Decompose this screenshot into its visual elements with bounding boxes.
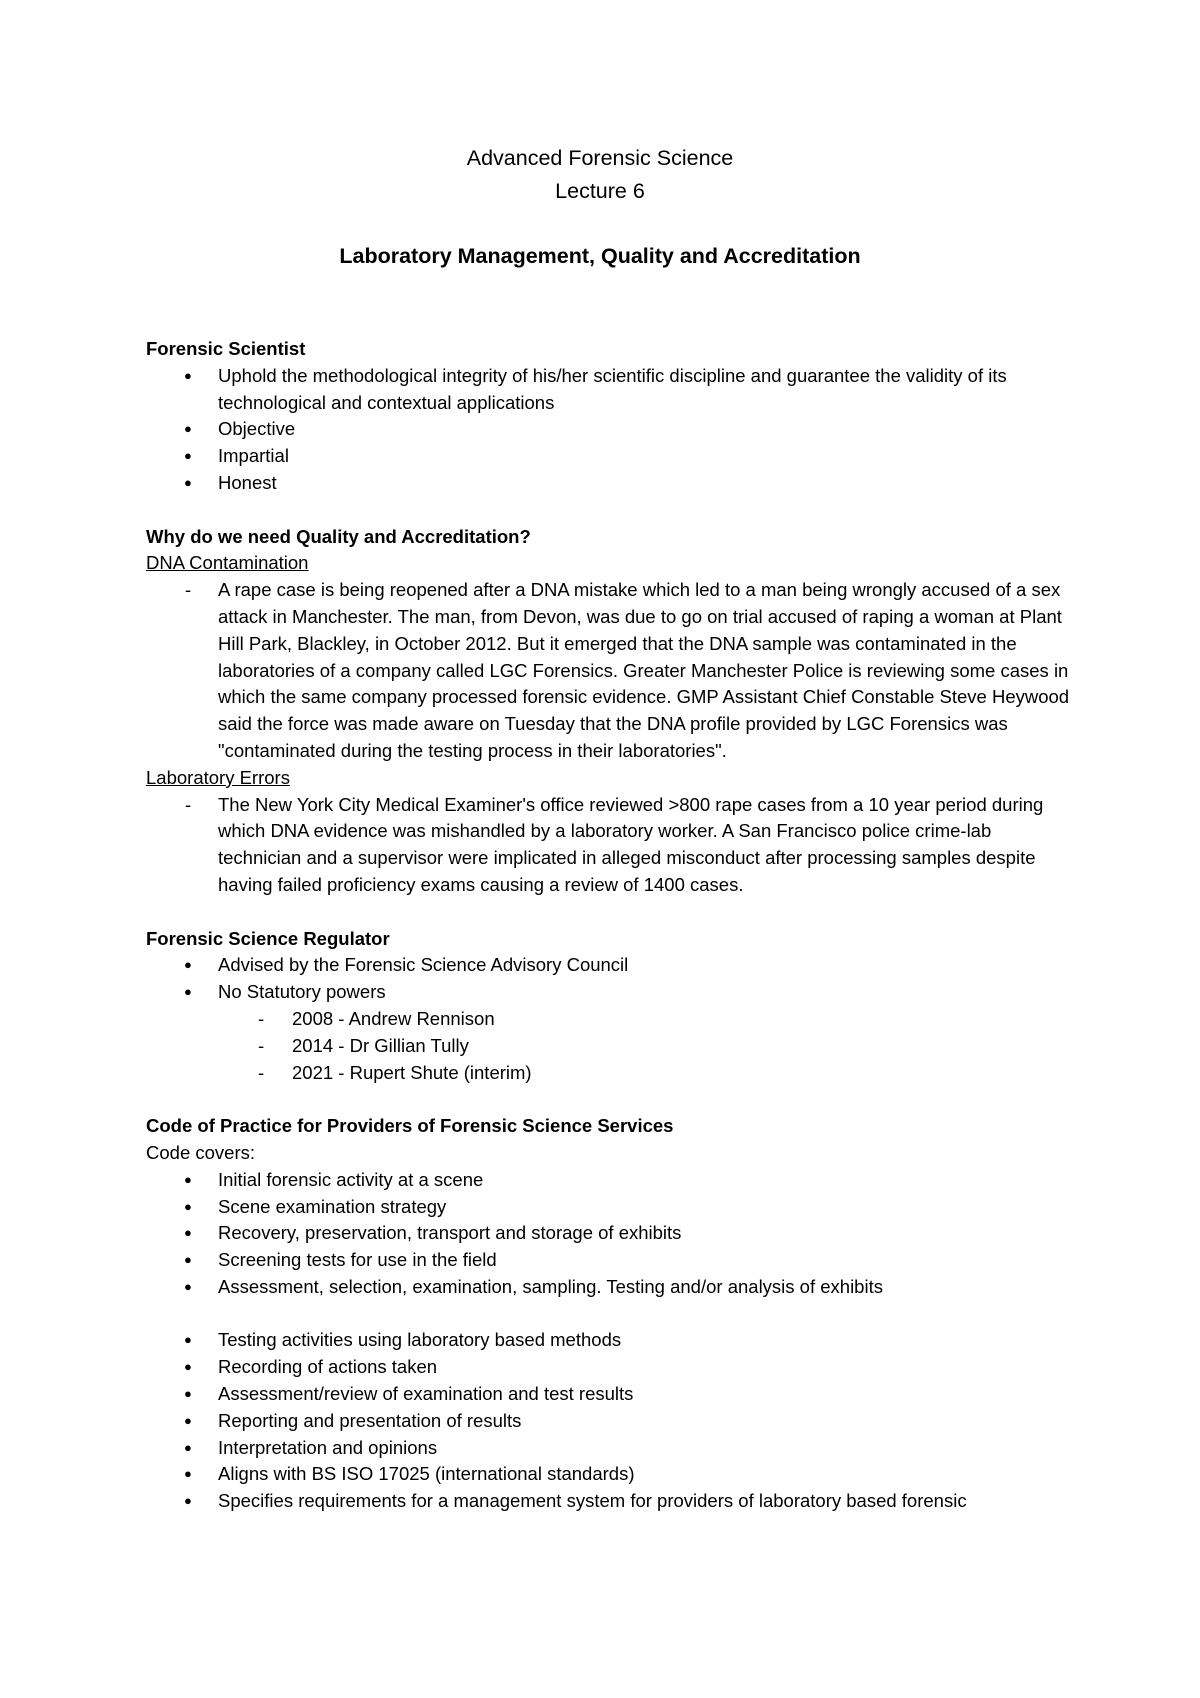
list-item: ● Objective [146, 416, 1076, 443]
lecture-topic: Laboratory Management, Quality and Accreditation [339, 244, 861, 268]
regulator-list [146, 952, 1076, 1006]
list-item: - The New York City Medical Examiner's office reviewed >800 rape cases from a 10 year period during which DNA evidence was mishandled by a laboratory worker. A San Francisco police crime-lab technician and a supervisor were implicated in alleged misconduct after processing samples despite having failed proficiency exams causing a review of 1400 cases. [146, 792, 1076, 899]
list-item: ● Recording of actions taken [146, 1354, 1076, 1381]
code-list-b [146, 1327, 1076, 1515]
list-item: ● Impartial [146, 443, 1076, 470]
regulator-people-list [146, 1006, 1076, 1086]
section-heading-regulator: Forensic Science Regulator [146, 927, 390, 949]
list-item: ● Recovery, preservation, transport and storage of exhibits [146, 1220, 1076, 1247]
list-item: - 2014 - Dr Gillian Tully [146, 1033, 1076, 1060]
section-heading-why-quality: Why do we need Quality and Accreditation? [146, 525, 531, 547]
list-item: ● Testing activities using laboratory based methods [146, 1327, 1076, 1354]
list-item: ● Specifies requirements for a management system for providers of laboratory based forensic [146, 1488, 1076, 1515]
subheading-laboratory-errors: Laboratory Errors [146, 766, 290, 788]
list-item: ● Assessment, selection, examination, sampling. Testing and/or analysis of exhibits [146, 1274, 1076, 1301]
section-heading-forensic-scientist: Forensic Scientist [146, 338, 306, 359]
list-item: ● Scene examination strategy [146, 1194, 1076, 1221]
course-title: Advanced Forensic Science [466, 146, 734, 170]
list-item: ● Initial forensic activity at a scene [146, 1167, 1076, 1194]
list-item: ● Honest [146, 470, 1076, 497]
code-list-a [146, 1167, 1076, 1301]
list-item: ● No Statutory powers [146, 979, 1076, 1006]
subheading-dna-contamination: DNA Contamination [146, 552, 309, 574]
code-intro: Code covers: [146, 1141, 255, 1163]
lecture-number: Lecture 6 [555, 179, 645, 203]
list-item: ● Reporting and presentation of results [146, 1408, 1076, 1435]
list-item: ● Aligns with BS ISO 17025 (international standards) [146, 1461, 1076, 1488]
forensic-scientist-list [146, 363, 1076, 497]
list-item: ● Advised by the Forensic Science Advisory Council [146, 952, 1076, 979]
list-item: ● Screening tests for use in the field [146, 1247, 1076, 1274]
list-item: - A rape case is being reopened after a DNA mistake which led to a man being wrongly accused of a sex attack in Manchester. The man, from Devon, was due to go on trial accused of raping a woman at Plant Hill Park, Blackley, in October 2012. But it emerged that the DNA sample was contaminated in the laboratories of a company called LGC Forensics. Greater Manchester Police is reviewing some cases in which the same company processed forensic evidence. GMP Assistant Chief Constable Steve Heywood said the force was made aware on Tuesday that the DNA profile provided by LGC Forensics was "contaminated during the testing process in their laboratories". [146, 577, 1076, 765]
section-heading-code-of-practice: Code of Practice for Providers of Forensic Science Services [146, 1115, 674, 1137]
list-item: ● Uphold the methodological integrity of his/her scientific discipline and guarantee the validity of its technological and contextual applications [146, 363, 1076, 417]
list-item: - 2008 - Andrew Rennison [146, 1006, 1076, 1033]
dna-contamination-list [146, 577, 1076, 765]
laboratory-errors-list [146, 792, 1076, 899]
document-body [146, 336, 1076, 1515]
list-item: ● Assessment/review of examination and test results [146, 1381, 1076, 1408]
list-item: - 2021 - Rupert Shute (interim) [146, 1060, 1076, 1087]
list-item: ● Interpretation and opinions [146, 1435, 1076, 1462]
